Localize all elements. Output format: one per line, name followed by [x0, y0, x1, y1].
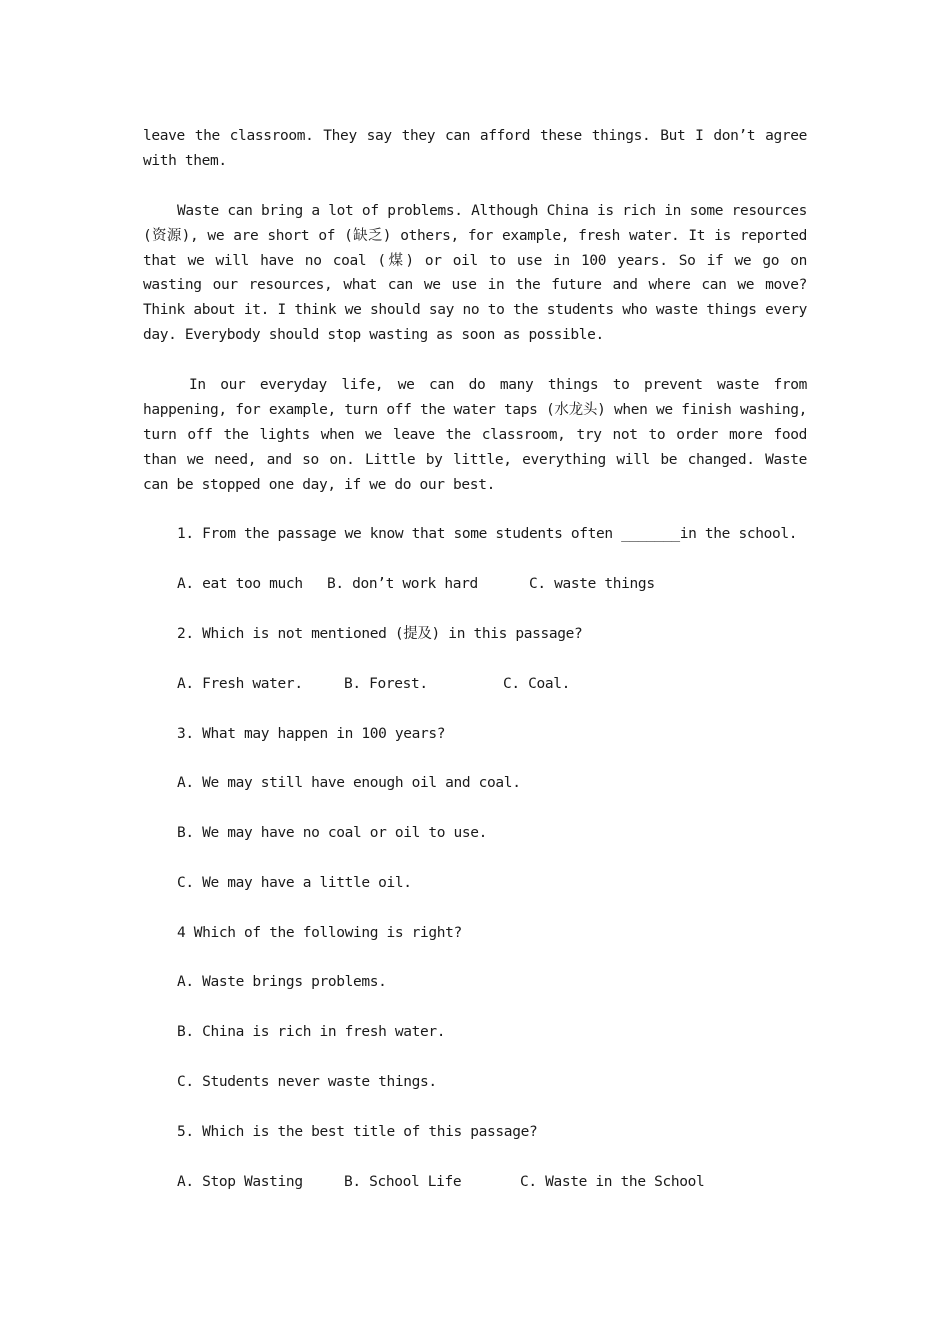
question-4-option-a: A. Waste brings problems. — [177, 974, 387, 991]
question-4-option-c: C. Students never waste things. — [177, 1074, 437, 1091]
document-page — [143, 124, 807, 1219]
question-4 — [143, 921, 807, 1095]
question-2-stem: 2. Which is not mentioned (提及) in this passage? — [177, 626, 583, 643]
question-2-option-b: B. Forest. — [344, 675, 428, 692]
question-5 — [143, 1120, 807, 1195]
question-3-stem: 3. What may happen in 100 years? — [177, 725, 446, 742]
question-2-option-a: A. Fresh water. — [177, 675, 303, 692]
question-1-option-c: C. waste things — [529, 576, 655, 593]
question-5-options — [143, 1170, 807, 1195]
question-1-options — [143, 572, 807, 597]
question-5-option-b: B. School Life — [344, 1173, 462, 1190]
question-1-option-b: B. don’t work hard — [327, 576, 478, 593]
passage-paragraph-3: In our everyday life, we can do many things to prevent waste from happening, for example, turn off the water taps (水龙头) when we finish washing, turn off the lights when we leave the classroom, try not to order more food than we need, and so on. Little by little, everything will be changed. Waste can be stopped one day, if we do our best. — [143, 377, 807, 493]
question-5-stem: 5. Which is the best title of this passage? — [177, 1123, 538, 1140]
question-4-stem: 4 Which of the following is right? — [177, 924, 462, 941]
question-2-option-c: C. Coal. — [503, 675, 571, 692]
question-5-option-a: A. Stop Wasting — [177, 1173, 303, 1190]
question-1-option-a: A. eat too much — [177, 576, 303, 593]
question-3 — [143, 722, 807, 896]
question-3-option-b: B. We may have no coal or oil to use. — [177, 825, 488, 842]
question-5-option-c: C. Waste in the School — [520, 1173, 705, 1190]
question-3-option-a: A. We may still have enough oil and coal. — [177, 775, 521, 792]
passage-paragraph-2: Waste can bring a lot of problems. Although China is rich in some resources (资源), we are short of (缺乏) others, for example, fresh water. It is reported that we will have no coal (煤) or oil to use in 100 years. So if we go on wasting our resources, what can we use in the future and where can we move? Think about it. I think we should say no to the students who waste things every day. Everybody should stop wasting as soon as possible. — [143, 202, 807, 344]
question-2 — [143, 622, 807, 697]
passage-paragraph-1: leave the classroom. They say they can afford these things. But I don’t agree with them. — [143, 128, 807, 169]
question-1 — [143, 522, 807, 597]
question-3-option-c: C. We may have a little oil. — [177, 874, 412, 891]
question-2-options — [143, 672, 807, 697]
question-4-option-b: B. China is rich in fresh water. — [177, 1024, 446, 1041]
question-1-stem: 1. From the passage we know that some students often _______in the school. — [177, 526, 798, 543]
